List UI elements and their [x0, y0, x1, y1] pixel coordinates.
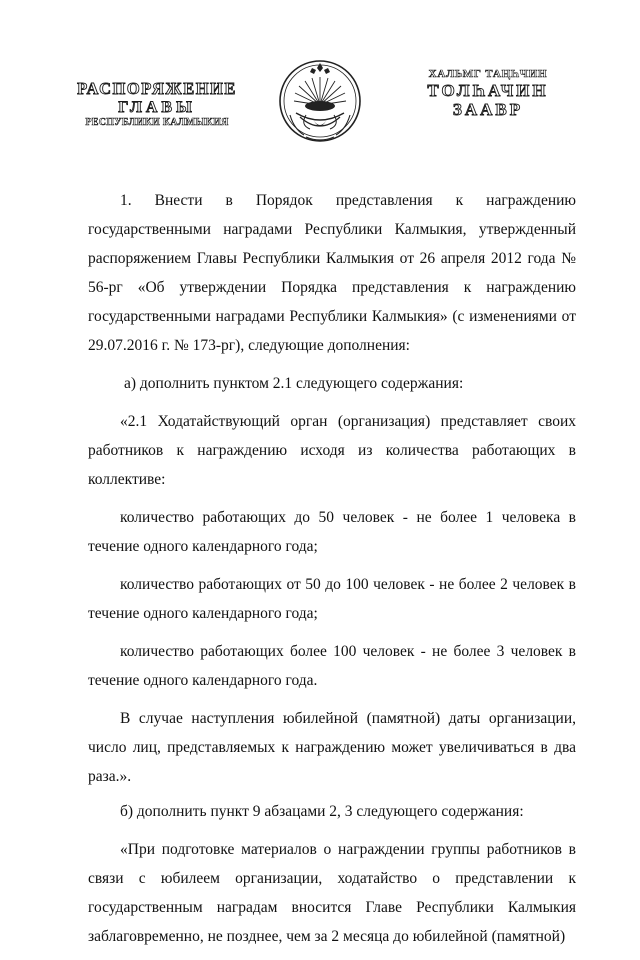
header-kalmyk-line1: ХАЛЬМГ ТАҢҺЧИН	[428, 68, 548, 80]
paragraph-8: б) дополнить пункт 9 абзацами 2, 3 следующего содержания:	[120, 803, 524, 820]
paragraph-5: количество работающих от 50 до 100 человек - не более 2 человек в течение одного календарного года;	[88, 576, 576, 622]
paragraph-6: количество работающих более 100 человек - не более 3 человек в течение одного календарного года.	[88, 643, 576, 689]
header-order-title: РАСПОРЯЖЕНИЕ	[77, 79, 237, 98]
document-body	[88, 186, 576, 960]
paragraph-2: а) дополнить пунктом 2.1 следующего содержания:	[124, 375, 464, 392]
paragraph-9: «При подготовке материалов о награждении группы работников в связи с юбилеем организации, ходатайство о представлении к государственным наградам вносится Главе Республики Калмыкия заблаговременно, не позднее, чем за 2 месяца до юбилейной (памятной)	[88, 841, 576, 945]
paragraph-3: «2.1 Ходатайствующий орган (организация) представляет своих работников к награждению исходя из количества работающих в коллективе:	[88, 413, 576, 488]
header-head-title: ГЛАВЫ	[118, 98, 196, 116]
header-left-block	[72, 80, 242, 129]
header-kalmyk-line2: ТОЛҺАЧИН	[427, 80, 549, 100]
header-republic-title: РЕСПУБЛИКИ КАЛМЫКИЯ	[85, 117, 229, 129]
header-right-block	[408, 68, 568, 120]
paragraph-4: количество работающих до 50 человек - не более 1 человека в течение одного календарного года;	[88, 509, 576, 555]
header-kalmyk-line3: ЗААВР	[452, 100, 524, 120]
coat-of-arms-icon	[276, 55, 364, 147]
paragraph-7: В случае наступления юбилейной (памятной) даты организации, число лиц, представляемых к награждению может увеличиваться в два раза.».	[88, 710, 576, 785]
paragraph-1: 1. Внести в Порядок представления к награждению государственными наградами Республики Калмыкия, утвержденный распоряжением Главы Республики Калмыкия от 26 апреля 2012 года № 56-рг «Об утверждении Порядка представления к награждению государственными наградами Республики Калмыкия» (с изменениями от 29.07.2016 г. № 173-рг), следующие дополнения:	[88, 192, 576, 354]
